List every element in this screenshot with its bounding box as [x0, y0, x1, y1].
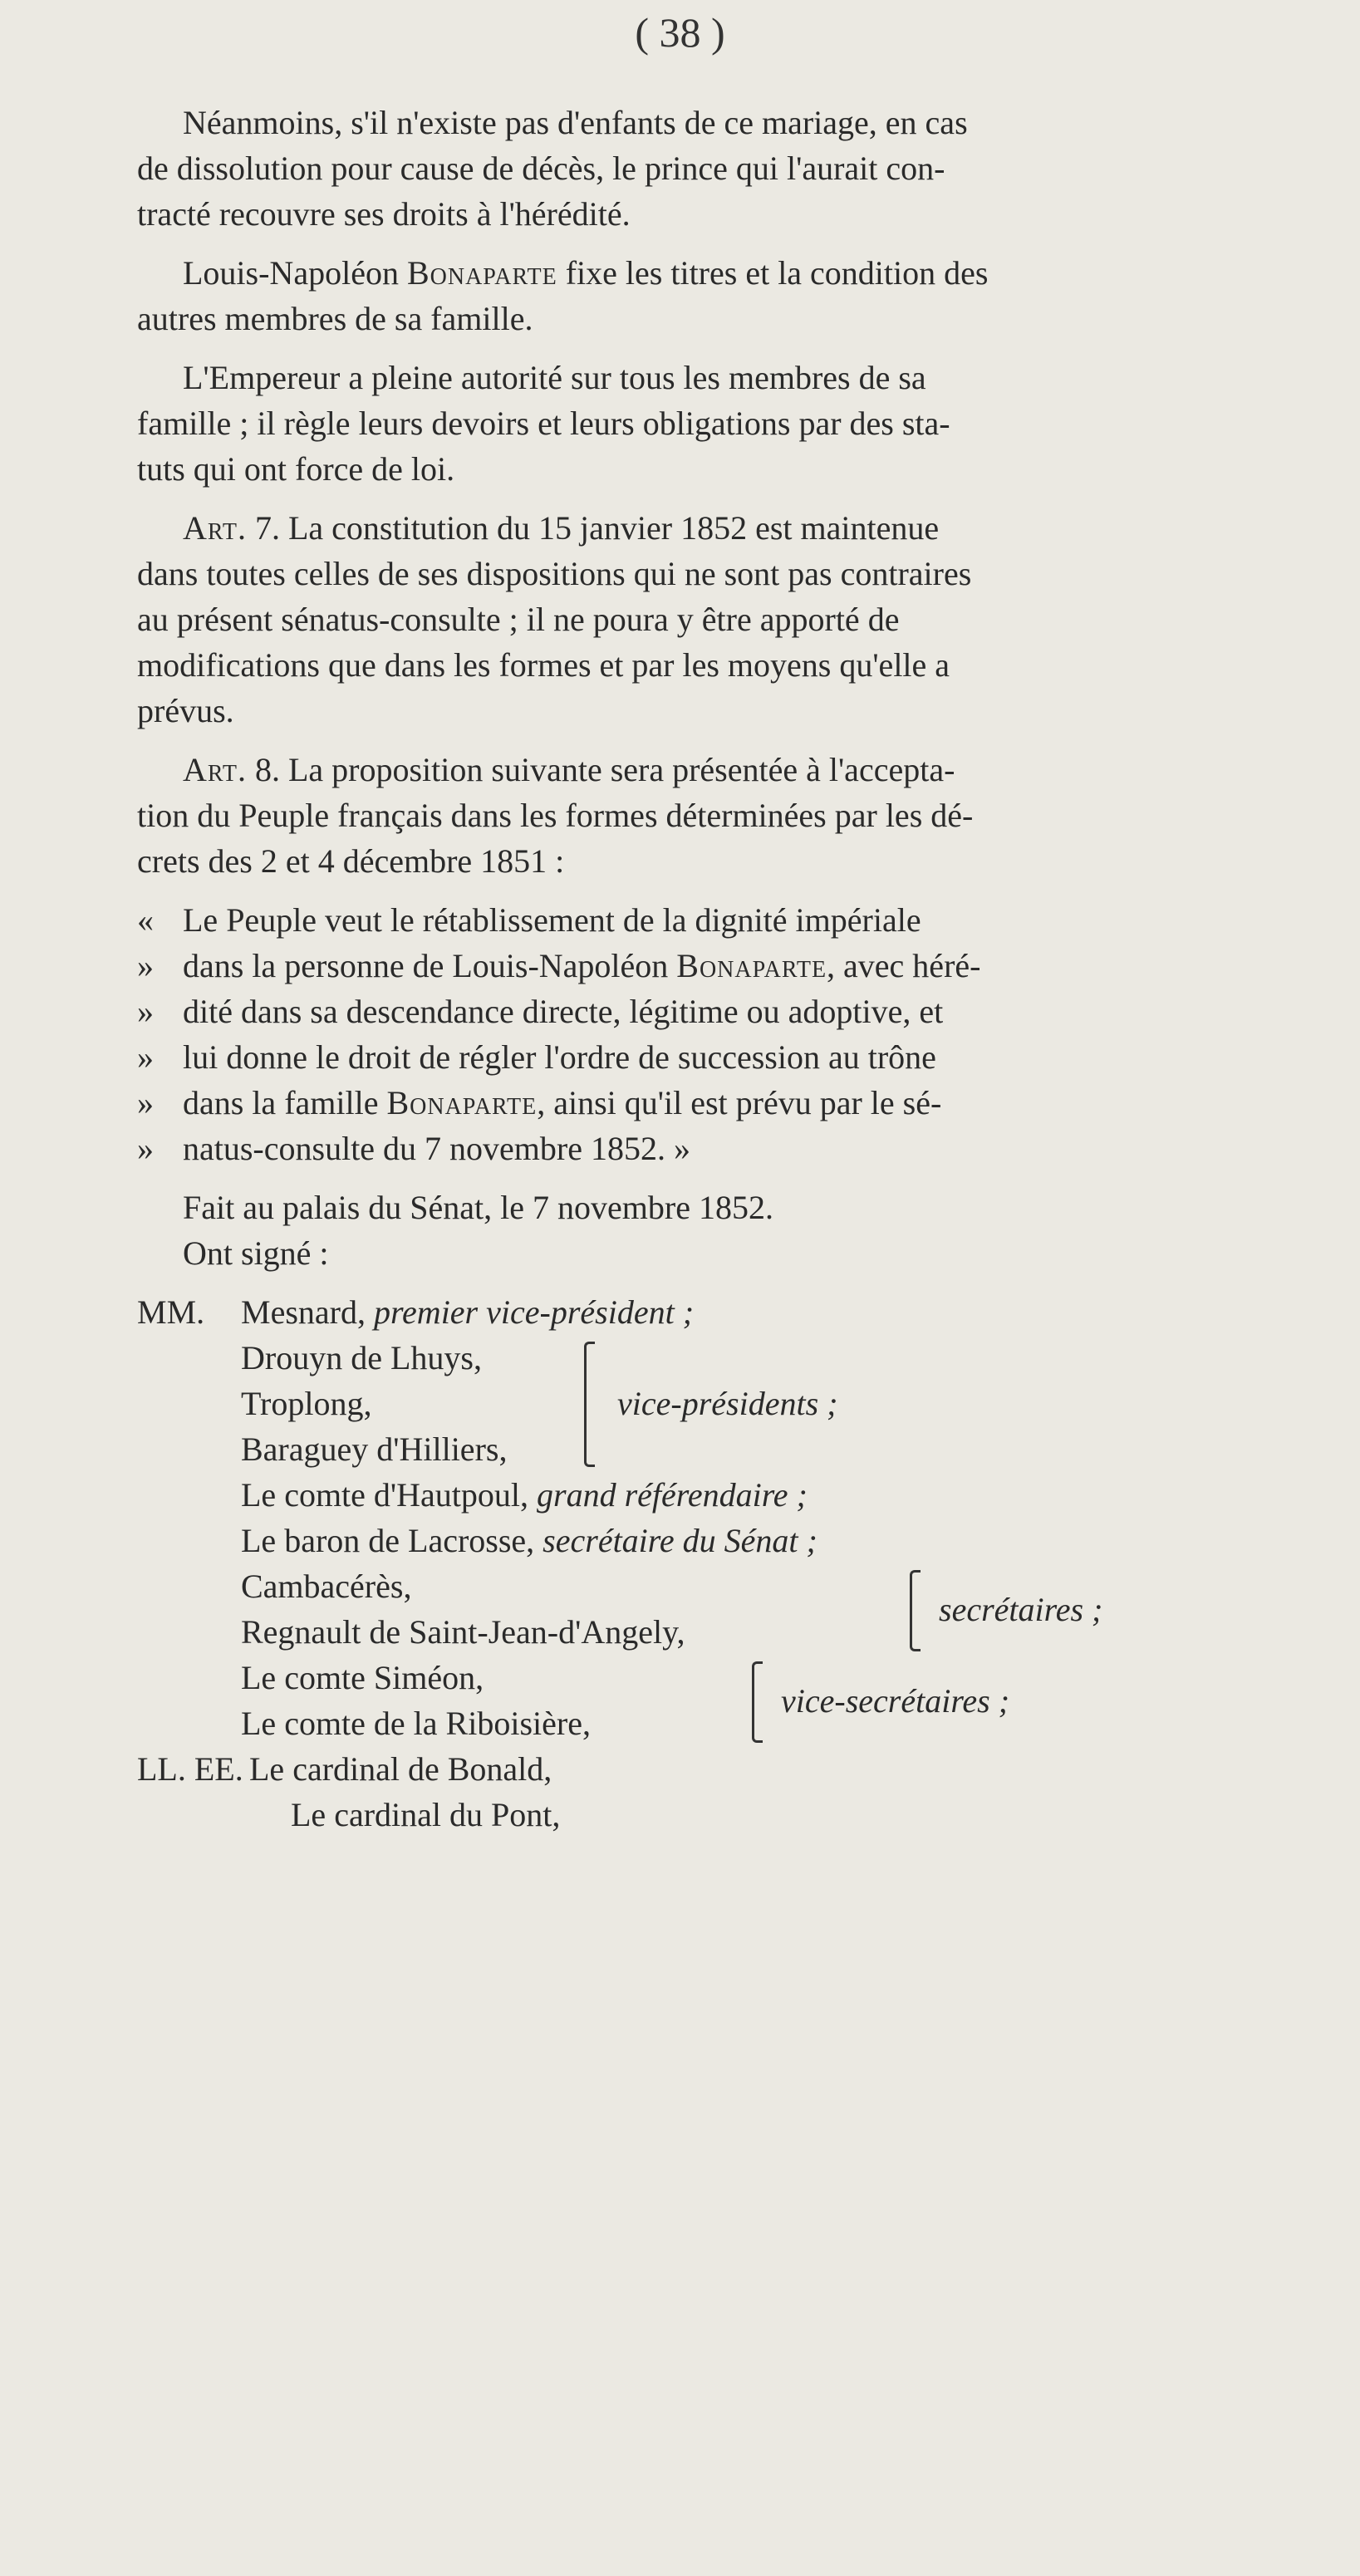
quoted-proposition — [137, 897, 1360, 1171]
signatory-name: Baraguey d'Hilliers, — [241, 1430, 508, 1468]
signatory-role: grand référendaire ; — [537, 1476, 808, 1514]
brace — [910, 1570, 921, 1651]
quote-line — [137, 1080, 1360, 1126]
signatory-name: Cambacérès, — [241, 1568, 412, 1605]
brace — [584, 1342, 595, 1467]
paragraph-3 — [137, 355, 1360, 492]
group-role: vice-secrétaires ; — [781, 1682, 1010, 1720]
text-line: prévus. — [137, 692, 234, 729]
signatory-role: premier vice-président ; — [373, 1293, 695, 1331]
text-line: au présent sénatus-consulte ; il ne poura y être apporté de — [137, 601, 900, 638]
signed-label: Ont signé : — [183, 1234, 329, 1272]
text-line: Art. 8. La proposition suivante sera présentée à l'accepta- — [183, 751, 955, 788]
date-line: Fait au palais du Sénat, le 7 novembre 1852. — [183, 1189, 773, 1226]
quote-line — [137, 989, 1360, 1034]
text-line: de dissolution pour cause de décès, le prince qui l'aurait con- — [137, 150, 945, 187]
signatory-name: Drouyn de Lhuys, — [241, 1339, 482, 1376]
signatory-name: Le comte de la Riboisière, — [241, 1705, 591, 1742]
text-line: Art. 7. La constitution du 15 janvier 1852 est maintenue — [183, 509, 940, 547]
signatory-role: secrétaire du Sénat ; — [543, 1522, 817, 1559]
article-7 — [137, 505, 1360, 734]
quote-line — [137, 1126, 1360, 1171]
signatory-name: Troplong, — [241, 1385, 372, 1422]
quote-line — [137, 943, 1360, 989]
quote-mark: » — [137, 1130, 154, 1167]
quote-text: dans la personne de Louis-Napoléon Bonaparte, avec héré- — [183, 947, 981, 984]
signatory-name: Le cardinal de Bonald, — [249, 1750, 552, 1788]
paragraph-1 — [137, 100, 1360, 237]
text-line: tion du Peuple français dans les formes déterminées par les dé- — [137, 797, 974, 834]
text-line: famille ; il règle leurs devoirs et leurs obligations par des sta- — [137, 405, 950, 442]
quote-line — [137, 897, 1360, 943]
signatory-row — [137, 1792, 1360, 1838]
small-caps-text: Art. — [183, 751, 247, 788]
secretaries-group — [137, 1563, 1360, 1655]
quote-text: dité dans sa descendance directe, légitime ou adoptive, et — [183, 993, 944, 1030]
vice-secretaries-group — [137, 1655, 1360, 1746]
small-caps-text: Art. — [183, 509, 247, 547]
ll-ee-label: LL. EE. — [137, 1750, 243, 1788]
signatories — [137, 1289, 1360, 1838]
signatory-name: Le cardinal du Pont, — [291, 1796, 561, 1833]
quote-line — [137, 1034, 1360, 1080]
text-line: dans toutes celles de ses dispositions qui ne sont pas contraires — [137, 555, 972, 592]
small-caps-text: Bonaparte — [676, 947, 827, 984]
quote-text: natus-consulte du 7 novembre 1852. » — [183, 1130, 690, 1167]
text-line: Néanmoins, s'il n'existe pas d'enfants de ce mariage, en cas — [183, 104, 968, 141]
page-number: ( 38 ) — [635, 9, 725, 56]
closing — [137, 1185, 1360, 1276]
quote-text: dans la famille Bonaparte, ainsi qu'il est prévu par le sé- — [183, 1084, 942, 1121]
quote-text: Le Peuple veut le rétablissement de la dignité impériale — [183, 901, 921, 939]
quote-mark: » — [137, 1038, 154, 1076]
text-line: autres membres de sa famille. — [137, 300, 533, 337]
group-role: vice-présidents ; — [617, 1385, 838, 1422]
signatory-name: Mesnard, — [241, 1293, 366, 1331]
text-line: L'Empereur a pleine autorité sur tous les membres de sa — [183, 359, 926, 396]
signatory-row — [137, 1746, 1360, 1792]
text-line: Louis-Napoléon Bonaparte fixe les titres et la condition des — [183, 254, 989, 292]
quote-mark: » — [137, 1084, 154, 1121]
signatory-name: Regnault de Saint-Jean-d'Angely, — [241, 1613, 685, 1651]
signatory-name: Le comte Siméon, — [241, 1659, 484, 1696]
signatory-row — [137, 1289, 1360, 1335]
quote-mark: » — [137, 993, 154, 1030]
signatory-row — [137, 1518, 1360, 1563]
quote-mark: « — [137, 901, 154, 939]
vice-presidents-group — [137, 1335, 1360, 1472]
paragraph-2 — [137, 250, 1360, 341]
small-caps-text: Bonaparte — [406, 254, 557, 292]
text-line: modifications que dans les formes et par les moyens qu'elle a — [137, 646, 950, 684]
small-caps-text: Bonaparte — [386, 1084, 538, 1121]
mm-label: MM. — [137, 1293, 205, 1331]
text-line: crets des 2 et 4 décembre 1851 : — [137, 842, 565, 880]
body-text — [137, 100, 1360, 1838]
signatory-row — [137, 1472, 1360, 1518]
text-line: tracté recouvre ses droits à l'hérédité. — [137, 195, 631, 233]
group-role: secrétaires ; — [939, 1591, 1103, 1628]
text-line: tuts qui ont force de loi. — [137, 450, 455, 488]
quote-text: lui donne le droit de régler l'ordre de succession au trône — [183, 1038, 936, 1076]
signatory-name: Le comte d'Hautpoul, — [241, 1476, 528, 1514]
quote-mark: » — [137, 947, 154, 984]
article-8 — [137, 747, 1360, 884]
brace — [752, 1661, 763, 1743]
signatory-name: Le baron de Lacrosse, — [241, 1522, 535, 1559]
